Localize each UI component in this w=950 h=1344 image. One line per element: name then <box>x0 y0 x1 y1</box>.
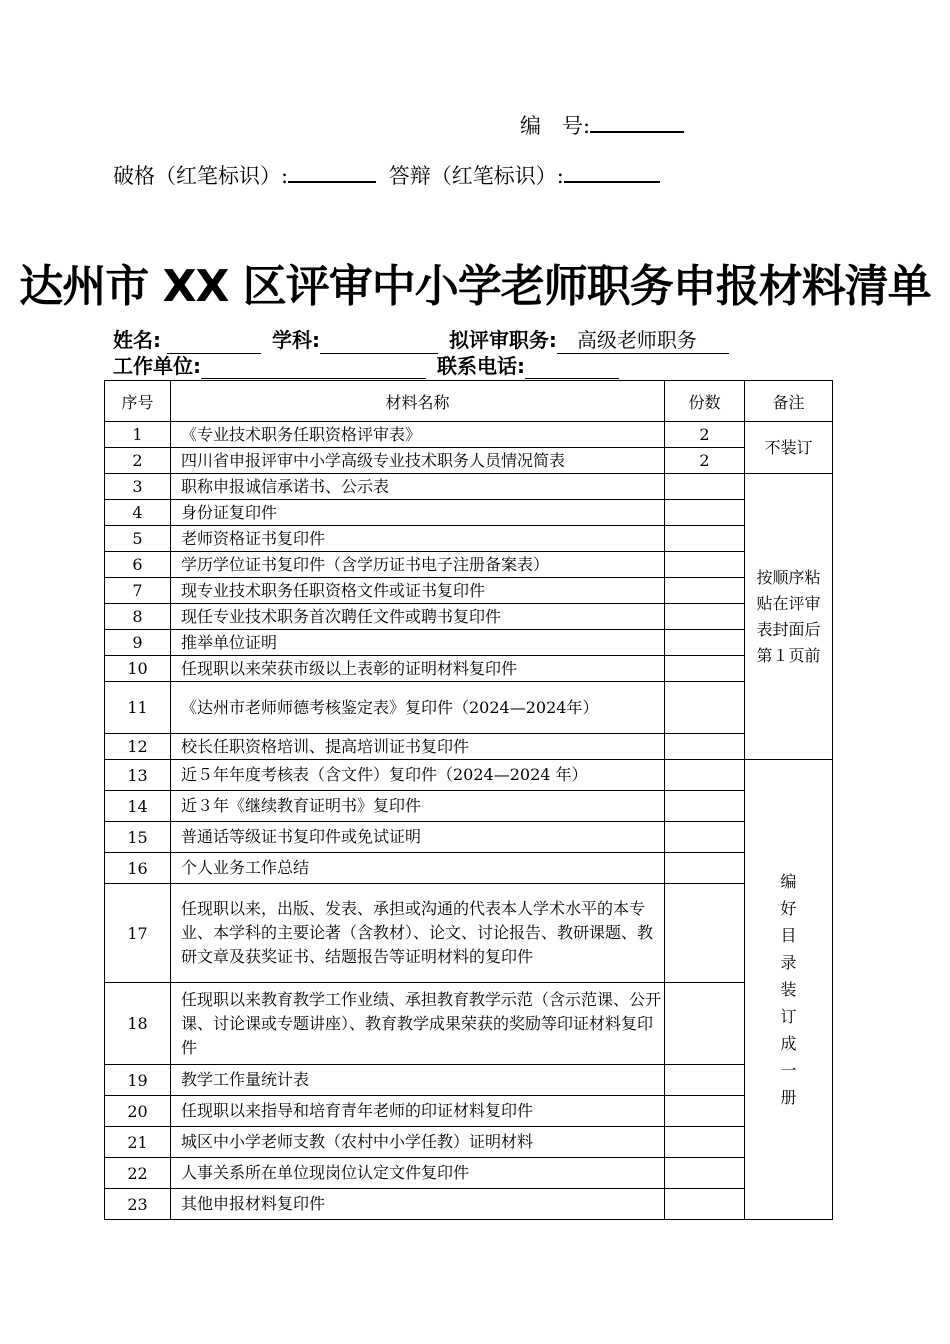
row-copies <box>665 760 745 791</box>
page-title: 达州市 XX 区评审中小学老师职务申报材料清单 <box>19 261 931 312</box>
break-label: 破格（红笔标识）: <box>113 164 289 188</box>
row-no: 3 <box>105 474 171 500</box>
table-row <box>105 656 833 682</box>
phone-blank <box>525 358 619 379</box>
row-copies <box>665 630 745 656</box>
row-copies <box>665 853 745 884</box>
name-label: 姓名: <box>113 328 161 352</box>
table-row <box>105 791 833 822</box>
row-copies: 2 <box>665 422 745 448</box>
row-name: 个人业务工作总结 <box>171 853 665 884</box>
table-row <box>105 448 833 474</box>
row-name: 《达州市老师师德考核鉴定表》复印件（2024—2024年） <box>171 682 665 734</box>
table-row <box>105 884 833 983</box>
row-no: 18 <box>105 983 171 1065</box>
row-name: 近３年《继续教育证明书》复印件 <box>171 791 665 822</box>
header-name: 材料名称 <box>171 381 665 422</box>
row-name: 城区中小学老师支教（农村中小学任教）证明材料 <box>171 1127 665 1158</box>
row-name: 近５年年度考核表（含文件）复印件（2024—2024 年） <box>171 760 665 791</box>
table-row <box>105 422 833 448</box>
row-no: 4 <box>105 500 171 526</box>
table-row <box>105 1189 833 1220</box>
row-copies <box>665 1096 745 1127</box>
table-row <box>105 552 833 578</box>
info-row-2 <box>113 350 619 379</box>
row-no: 2 <box>105 448 171 474</box>
row-name: 任现职以来，出版、发表、承担或沟通的代表本人学术水平的本专业、本学科的主要论著（含教材）、论文、讨论报告、教研课题、教研文章及获奖证书、结题报告等证明材料的复印件 <box>171 884 665 983</box>
row-no: 5 <box>105 526 171 552</box>
position-label: 拟评审职务: <box>448 328 557 352</box>
remark-no-binding: 不装订 <box>745 422 833 474</box>
row-no: 8 <box>105 604 171 630</box>
row-no: 19 <box>105 1065 171 1096</box>
row-name: 四川省申报评审中小学高级专业技术职务人员情况简表 <box>171 448 665 474</box>
table-row <box>105 853 833 884</box>
table-row <box>105 760 833 791</box>
row-name: 推举单位证明 <box>171 630 665 656</box>
break-blank <box>288 163 376 183</box>
unit-blank <box>201 358 426 379</box>
table-row <box>105 474 833 500</box>
break-defense-row <box>113 160 660 190</box>
row-no: 14 <box>105 791 171 822</box>
row-no: 21 <box>105 1127 171 1158</box>
row-name: 普通话等级证书复印件或免试证明 <box>171 822 665 853</box>
row-name: 任现职以来指导和培育青年老师的印证材料复印件 <box>171 1096 665 1127</box>
row-copies <box>665 1158 745 1189</box>
row-no: 13 <box>105 760 171 791</box>
table-row <box>105 500 833 526</box>
materials-table <box>104 380 833 1220</box>
unit-label: 工作单位: <box>113 354 201 378</box>
row-name: 任现职以来教育教学工作业绩、承担教育教学示范（含示范课、公开课、讨论课或专题讲座）、教育教学成果荣获的奖励等印证材料复印件 <box>171 983 665 1065</box>
table-row <box>105 822 833 853</box>
row-copies <box>665 500 745 526</box>
row-no: 22 <box>105 1158 171 1189</box>
row-copies <box>665 822 745 853</box>
row-name: 现专业技术职务任职资格文件或证书复印件 <box>171 578 665 604</box>
row-name: 老师资格证书复印件 <box>171 526 665 552</box>
table-row <box>105 604 833 630</box>
row-copies <box>665 604 745 630</box>
row-no: 20 <box>105 1096 171 1127</box>
table-row <box>105 630 833 656</box>
row-copies: 2 <box>665 448 745 474</box>
row-copies <box>665 552 745 578</box>
remark-paste-order: 按顺序粘贴在评审表封面后第１页前 <box>745 474 833 760</box>
table-row <box>105 1127 833 1158</box>
row-no: 1 <box>105 422 171 448</box>
row-copies <box>665 884 745 983</box>
row-no: 23 <box>105 1189 171 1220</box>
header-no: 序号 <box>105 381 171 422</box>
row-copies <box>665 734 745 760</box>
header-remark: 备注 <box>745 381 833 422</box>
row-no: 9 <box>105 630 171 656</box>
row-copies <box>665 578 745 604</box>
header-copies: 份数 <box>665 381 745 422</box>
row-name: 《专业技术职务任职资格评审表》 <box>171 422 665 448</box>
row-no: 7 <box>105 578 171 604</box>
row-name: 学历学位证书复印件（含学历证书电子注册备案表） <box>171 552 665 578</box>
subject-label: 学科: <box>271 328 320 352</box>
row-copies <box>665 1065 745 1096</box>
phone-label: 联系电话: <box>436 354 525 378</box>
serial-number-blank <box>590 113 684 133</box>
table-row <box>105 983 833 1065</box>
row-copies <box>665 791 745 822</box>
row-copies <box>665 474 745 500</box>
table-header-row <box>105 381 833 422</box>
defense-blank <box>564 163 660 183</box>
row-copies <box>665 1127 745 1158</box>
table-row <box>105 1158 833 1189</box>
table-row <box>105 578 833 604</box>
row-no: 11 <box>105 682 171 734</box>
row-name: 任现职以来荣获市级以上表彰的证明材料复印件 <box>171 656 665 682</box>
row-name: 现任专业技术职务首次聘任文件或聘书复印件 <box>171 604 665 630</box>
row-no: 12 <box>105 734 171 760</box>
row-name: 其他申报材料复印件 <box>171 1189 665 1220</box>
row-no: 10 <box>105 656 171 682</box>
defense-label: 答辩（红笔标识）: <box>388 164 564 188</box>
serial-number-label: 编 号: <box>520 114 591 138</box>
row-copies <box>665 526 745 552</box>
row-copies <box>665 682 745 734</box>
table-row <box>105 1096 833 1127</box>
table-row <box>105 682 833 734</box>
table-row <box>105 734 833 760</box>
row-no: 15 <box>105 822 171 853</box>
row-name: 校长任职资格培训、提高培训证书复印件 <box>171 734 665 760</box>
serial-number-field <box>520 110 684 140</box>
row-no: 6 <box>105 552 171 578</box>
table-row <box>105 1065 833 1096</box>
remark-bind-volume: 编好目录装订成一册 <box>745 760 833 1220</box>
row-copies <box>665 1189 745 1220</box>
row-name: 职称申报诚信承诺书、公示表 <box>171 474 665 500</box>
row-no: 17 <box>105 884 171 983</box>
row-name: 人事关系所在单位现岗位认定文件复印件 <box>171 1158 665 1189</box>
position-value: 高级老师职务 <box>557 324 729 354</box>
row-name: 身份证复印件 <box>171 500 665 526</box>
row-copies <box>665 656 745 682</box>
row-name: 教学工作量统计表 <box>171 1065 665 1096</box>
row-no: 16 <box>105 853 171 884</box>
row-copies <box>665 983 745 1065</box>
table-row <box>105 526 833 552</box>
